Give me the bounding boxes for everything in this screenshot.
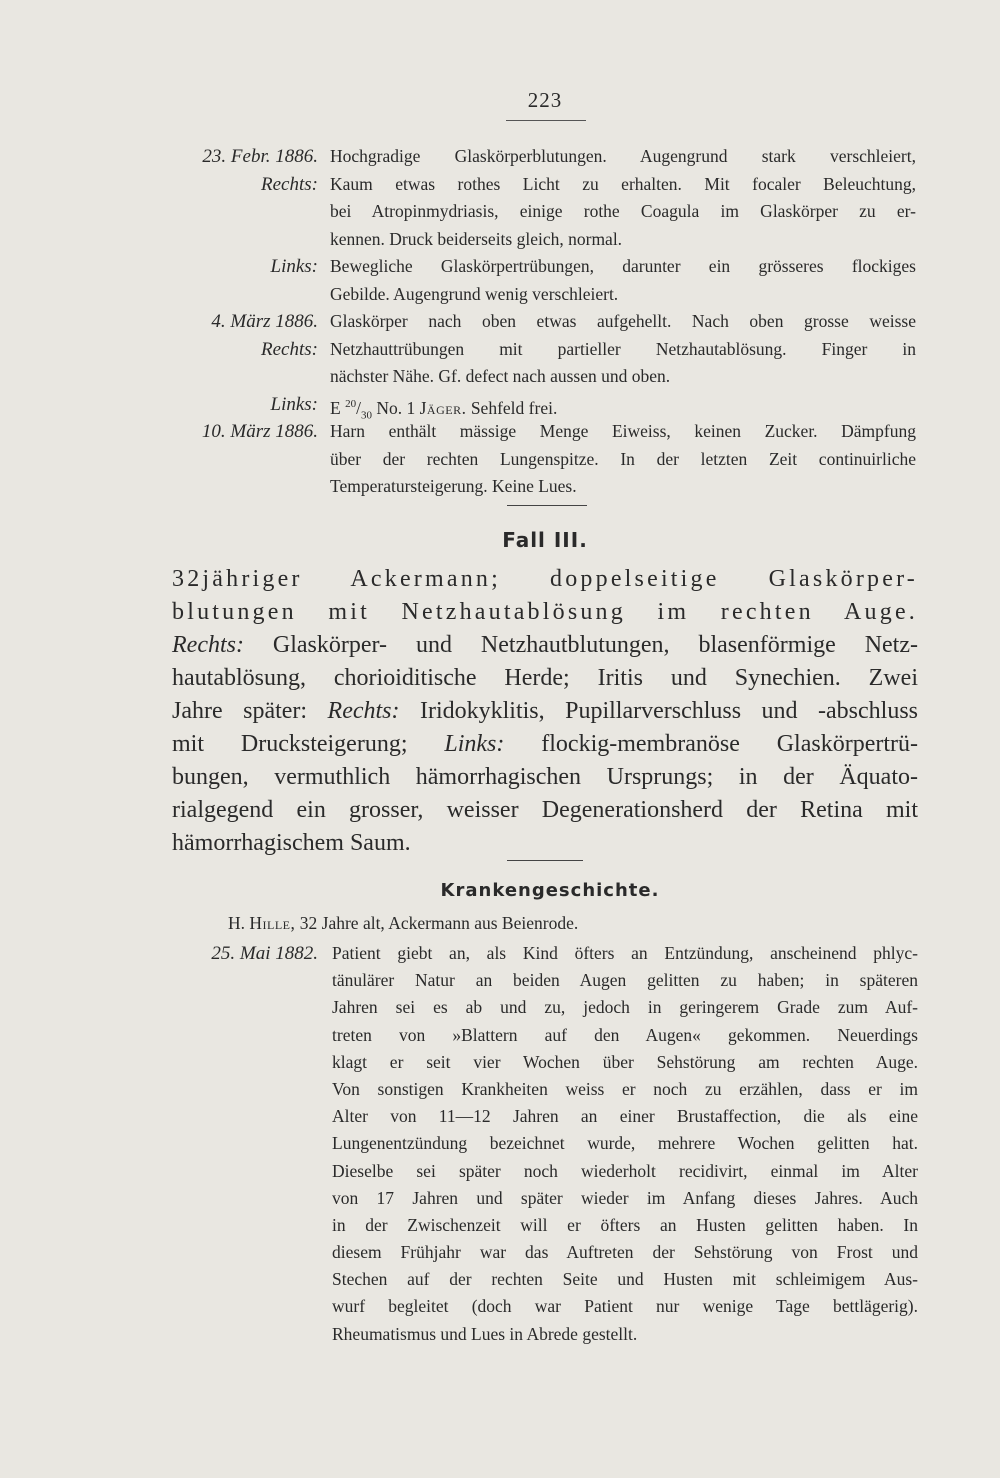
summary-eye-label: Links: (444, 731, 505, 757)
entry-line (0, 418, 1000, 446)
entry-label: 4. März 1886. (211, 311, 318, 332)
history-text: Lungenentzündung bezeichnet wurde, mehrere Wochen gelitten hat. (332, 1133, 918, 1154)
summary-line: hautablösung, chorioiditische Herde; Iritis und Synechien. Zwei (172, 665, 918, 691)
case-entries (0, 143, 1000, 501)
entry-line (0, 308, 1000, 336)
entry-label: Rechts: (261, 173, 318, 195)
entry-line (0, 171, 1000, 199)
summary-text: Jahre später: (172, 698, 308, 724)
summary-line: blutungen mit Netzhautablösung im rechten Auge. (172, 599, 918, 625)
entry-text: Kaum etwas rothes Licht zu erhalten. Mit focaler Beleuchtung, (330, 173, 916, 194)
history-text: Stechen auf der rechten Seite und Husten mit schleimigem Aus- (332, 1269, 918, 1290)
visus-field: Sehfeld frei. (466, 397, 558, 418)
history-text: Patient giebt an, als Kind öfters an Entzündung, anscheinend phlyc- (332, 943, 918, 963)
history-text: Alter von 11—12 Jahren an einer Brustaffection, die als eine (332, 1106, 918, 1127)
history-line (0, 1185, 1000, 1212)
summary-eye-label: Rechts: (327, 698, 400, 724)
summary-line: 32jähriger Ackermann; doppelseitige Glaskörper- (172, 566, 918, 592)
entry-line (0, 363, 1000, 391)
history-text: treten von »Blattern auf den Augen« gekommen. Neuerdings (332, 1024, 918, 1045)
summary-text: flockig-membranöse Glaskörpertrü- (541, 731, 918, 757)
summary-text: mit Drucksteigerung; (172, 731, 408, 757)
history-line (0, 1103, 1000, 1130)
summary-eye-label: Rechts: (172, 632, 244, 658)
history-line (0, 1321, 1000, 1348)
history-text: klagt er seit vier Wochen über Sehstörung am rechten Auge. (332, 1051, 918, 1072)
entry-line (0, 198, 1000, 226)
history-entry (0, 940, 1000, 1348)
visus-numerator: 20 (345, 397, 357, 410)
summary-text: Glaskörper- und Netzhautblutungen, blasenförmige Netz- (272, 632, 918, 658)
history-line (0, 994, 1000, 1021)
summary-text: Iridokyklitis, Pupillarverschluss und -abschluss (419, 698, 919, 724)
page-number: 223 (527, 88, 563, 112)
entry-text: Hochgradige Glaskörperblutungen. Augengrund stark verschleiert, (330, 146, 916, 166)
visus-e: E (330, 397, 346, 418)
patient-initial: H. (228, 913, 246, 933)
history-text: Von sonstigen Krankheiten weiss er noch zu erzählen, dass er im (332, 1078, 918, 1099)
visus-slash: / (356, 397, 361, 418)
history-text: von 17 Jahren und später wieder im Anfang dieses Jahres. Auch (332, 1187, 918, 1208)
history-text: in der Zwischenzeit will er öfters an Husten gelitten haben. In (332, 1214, 918, 1235)
summary-line: hämorrhagischem Saum. (172, 830, 411, 856)
summary-line: rialgegend ein grosser, weisser Degenerationsherd der Retina mit (172, 797, 918, 823)
history-text: Jahren sei es ab und zu, jedoch in geringerem Grade zum Auf- (332, 997, 918, 1018)
entry-text: Bewegliche Glaskörpertrübungen, darunter ein grösseres flockiges (330, 256, 916, 276)
summary-line (172, 695, 918, 728)
entry-line (0, 253, 1000, 281)
summary-line (172, 728, 918, 761)
history-line (0, 1158, 1000, 1185)
section-divider (507, 505, 587, 506)
entry-label: Links: (270, 256, 318, 277)
history-line (0, 1239, 1000, 1266)
entry-line (0, 473, 1000, 501)
case-summary (172, 563, 918, 860)
entry-label: Rechts: (261, 338, 318, 360)
entry-line (0, 446, 1000, 474)
history-line (0, 1212, 1000, 1239)
summary-line (172, 629, 918, 662)
section-divider (507, 860, 583, 861)
history-line (0, 1022, 1000, 1049)
history-text: tänulärer Natur an beiden Augen gelitten zu haben; in späteren (332, 970, 918, 991)
entry-line (0, 391, 1000, 419)
history-text: diesem Frühjahr war das Auftreten der Sehstörung von Frost und (332, 1242, 918, 1263)
entry-text: Glaskörper nach oben etwas aufgehellt. Nach oben grosse weisse (330, 311, 916, 331)
patient-details: 32 Jahre alt, Ackermann aus Beienrode. (299, 913, 579, 933)
history-line (0, 1266, 1000, 1293)
history-line (0, 967, 1000, 994)
entry-text: Netzhauttrübungen mit partieller Netzhautablösung. Finger in (330, 338, 916, 359)
entry-label: Links: (270, 393, 318, 415)
history-text: Rheumatismus und Lues in Abrede gestellt. (332, 1323, 638, 1344)
case-heading: Fall III. (502, 528, 588, 552)
history-line (0, 1293, 1000, 1320)
history-text: wurf begleitet (doch war Patient nur wenige Tage bettlägerig). (332, 1296, 918, 1317)
page-number-rule (506, 120, 586, 121)
entry-line (0, 226, 1000, 254)
history-line (0, 1049, 1000, 1076)
entry-label: 10. März 1886. (201, 421, 318, 442)
entry-text: nächster Nähe. Gf. defect nach aussen und oben. (330, 366, 671, 386)
entry-label: 23. Febr. 1886. (202, 146, 318, 167)
history-line (0, 1076, 1000, 1103)
entry-line (0, 143, 1000, 171)
history-line (0, 1130, 1000, 1157)
summary-line: bungen, vermuthlich hämorrhagischen Ursprungs; in der Äquato- (172, 764, 918, 790)
entry-text: Harn enthält mässige Menge Eiweiss, keinen Zucker. Dämpfung (330, 421, 916, 441)
history-line (0, 940, 1000, 967)
history-heading: Krankengeschichte. (440, 880, 660, 901)
entry-text: bei Atropinmydriasis, einige rothe Coagula im Glaskörper zu er- (330, 201, 916, 221)
entry-text: Temperatursteigerung. Keine Lues. (330, 476, 577, 496)
entry-text: Gebilde. Augengrund wenig verschleiert. (330, 283, 619, 304)
history-text: Dieselbe sei später noch wiederholt recidivirt, einmal im Alter (332, 1160, 918, 1181)
history-date-label: 25. Mai 1882. (211, 943, 318, 964)
entry-line (0, 336, 1000, 364)
entry-line (0, 281, 1000, 309)
patient-name: Hille, (249, 913, 296, 933)
visus-denominator: 30 (360, 408, 372, 421)
entry-text: über der rechten Lungenspitze. In der letzten Zeit continuirliche (330, 448, 916, 469)
visus-number: No. 1 (371, 397, 420, 418)
entry-text: kennen. Druck beiderseits gleich, normal. (330, 228, 623, 249)
patient-line (228, 910, 578, 937)
visus-chart-name: Jäger. (419, 397, 467, 418)
